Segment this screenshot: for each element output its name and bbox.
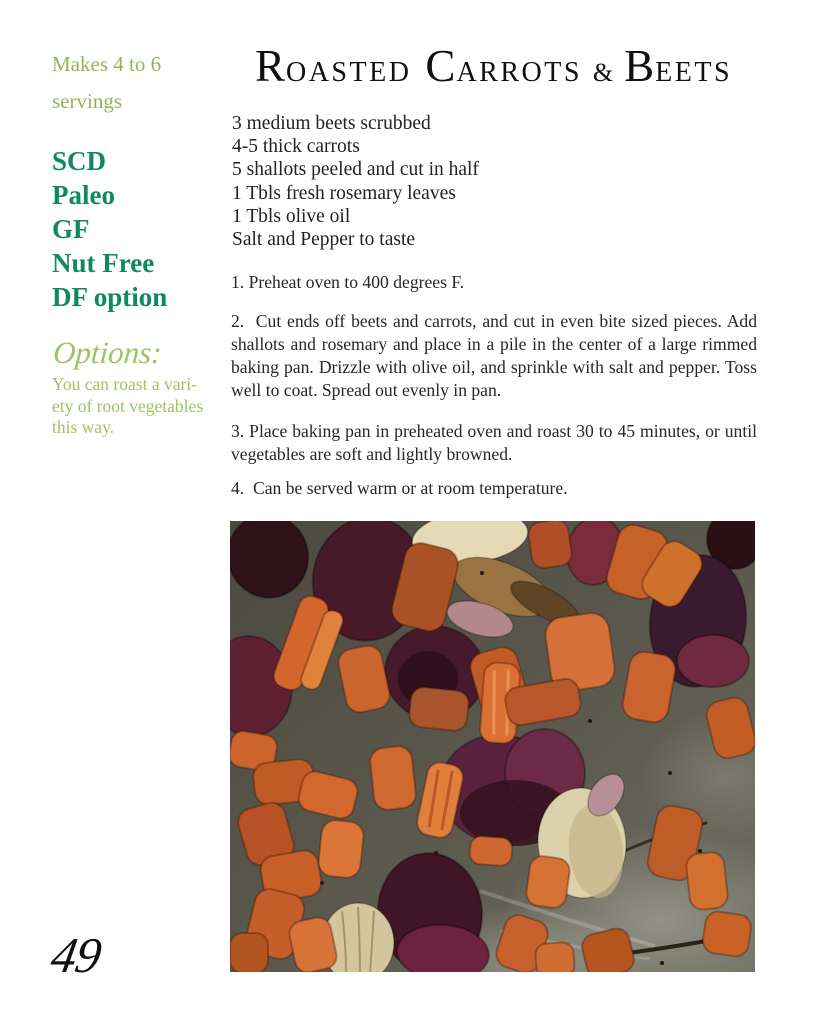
diet-tag-list: [52, 144, 224, 314]
title-initial: B: [624, 41, 656, 91]
options-text: [52, 374, 224, 439]
ingredient-item: Salt and Pepper to taste: [232, 229, 416, 251]
page-number: 49: [47, 927, 105, 983]
recipe-photo: [230, 521, 755, 972]
options-heading: Options:: [52, 335, 163, 370]
ingredient-item: 1 Tbls olive oil: [232, 205, 351, 227]
title-initial: C: [425, 41, 457, 91]
ingredient-item: 1 Tbls fresh rosemary leaves: [232, 182, 456, 204]
title-word-roasted: [254, 41, 412, 91]
ingredient-list: [232, 112, 479, 251]
diet-tag-nut-free: Nut Free: [52, 248, 155, 278]
recipe-photo-illustration: [230, 521, 755, 972]
recipe-title: [231, 40, 756, 92]
title-word-carrots: [425, 41, 582, 91]
instruction-step-3: 3. Place baking pan in preheated oven and roast 30 to 45 minutes, or until vegetables are soft and lightly browned.: [231, 421, 762, 464]
title-rest: ARROTS: [456, 57, 582, 88]
title-initial: R: [254, 41, 286, 91]
diet-tag-paleo: Paleo: [52, 180, 115, 210]
sidebar: [52, 46, 224, 439]
title-rest: EETS: [655, 57, 733, 88]
options-text-line-2: ety of root vegetables: [52, 395, 204, 416]
diet-tag-df-option: DF option: [52, 282, 168, 312]
ingredient-item: 3 medium beets scrubbed: [232, 113, 431, 134]
servings-note: [52, 46, 224, 120]
instruction-step-4: 4. Can be served warm or at room temperature.: [231, 478, 568, 498]
diet-tag-scd: SCD: [52, 146, 107, 176]
options-text-line-1: You can roast a vari-: [52, 374, 197, 394]
servings-line-1: Makes 4 to 6: [52, 52, 162, 76]
title-rest: OASTED: [285, 57, 412, 88]
ingredient-item: 4-5 thick carrots: [232, 136, 360, 158]
title-ampersand: &: [592, 58, 614, 87]
instruction-step-2: 2. Cut ends off beets and carrots, and cut in even bite sized pieces. Add shallots and rosemary and place in a pile in the center of a large rimmed baking pan. Drizzle with olive oil, and sprinkle with salt and pepper. Toss well to coat. Spread out evenly in pan.: [231, 311, 762, 400]
title-word-beets: [624, 41, 733, 91]
options-text-line-3: this way.: [52, 417, 115, 437]
diet-tag-gf: GF: [52, 214, 90, 244]
servings-line-2: servings: [52, 89, 122, 113]
instruction-step-1: 1. Preheat oven to 400 degrees F.: [231, 272, 465, 292]
ingredient-item: 5 shallots peeled and cut in half: [232, 159, 479, 181]
